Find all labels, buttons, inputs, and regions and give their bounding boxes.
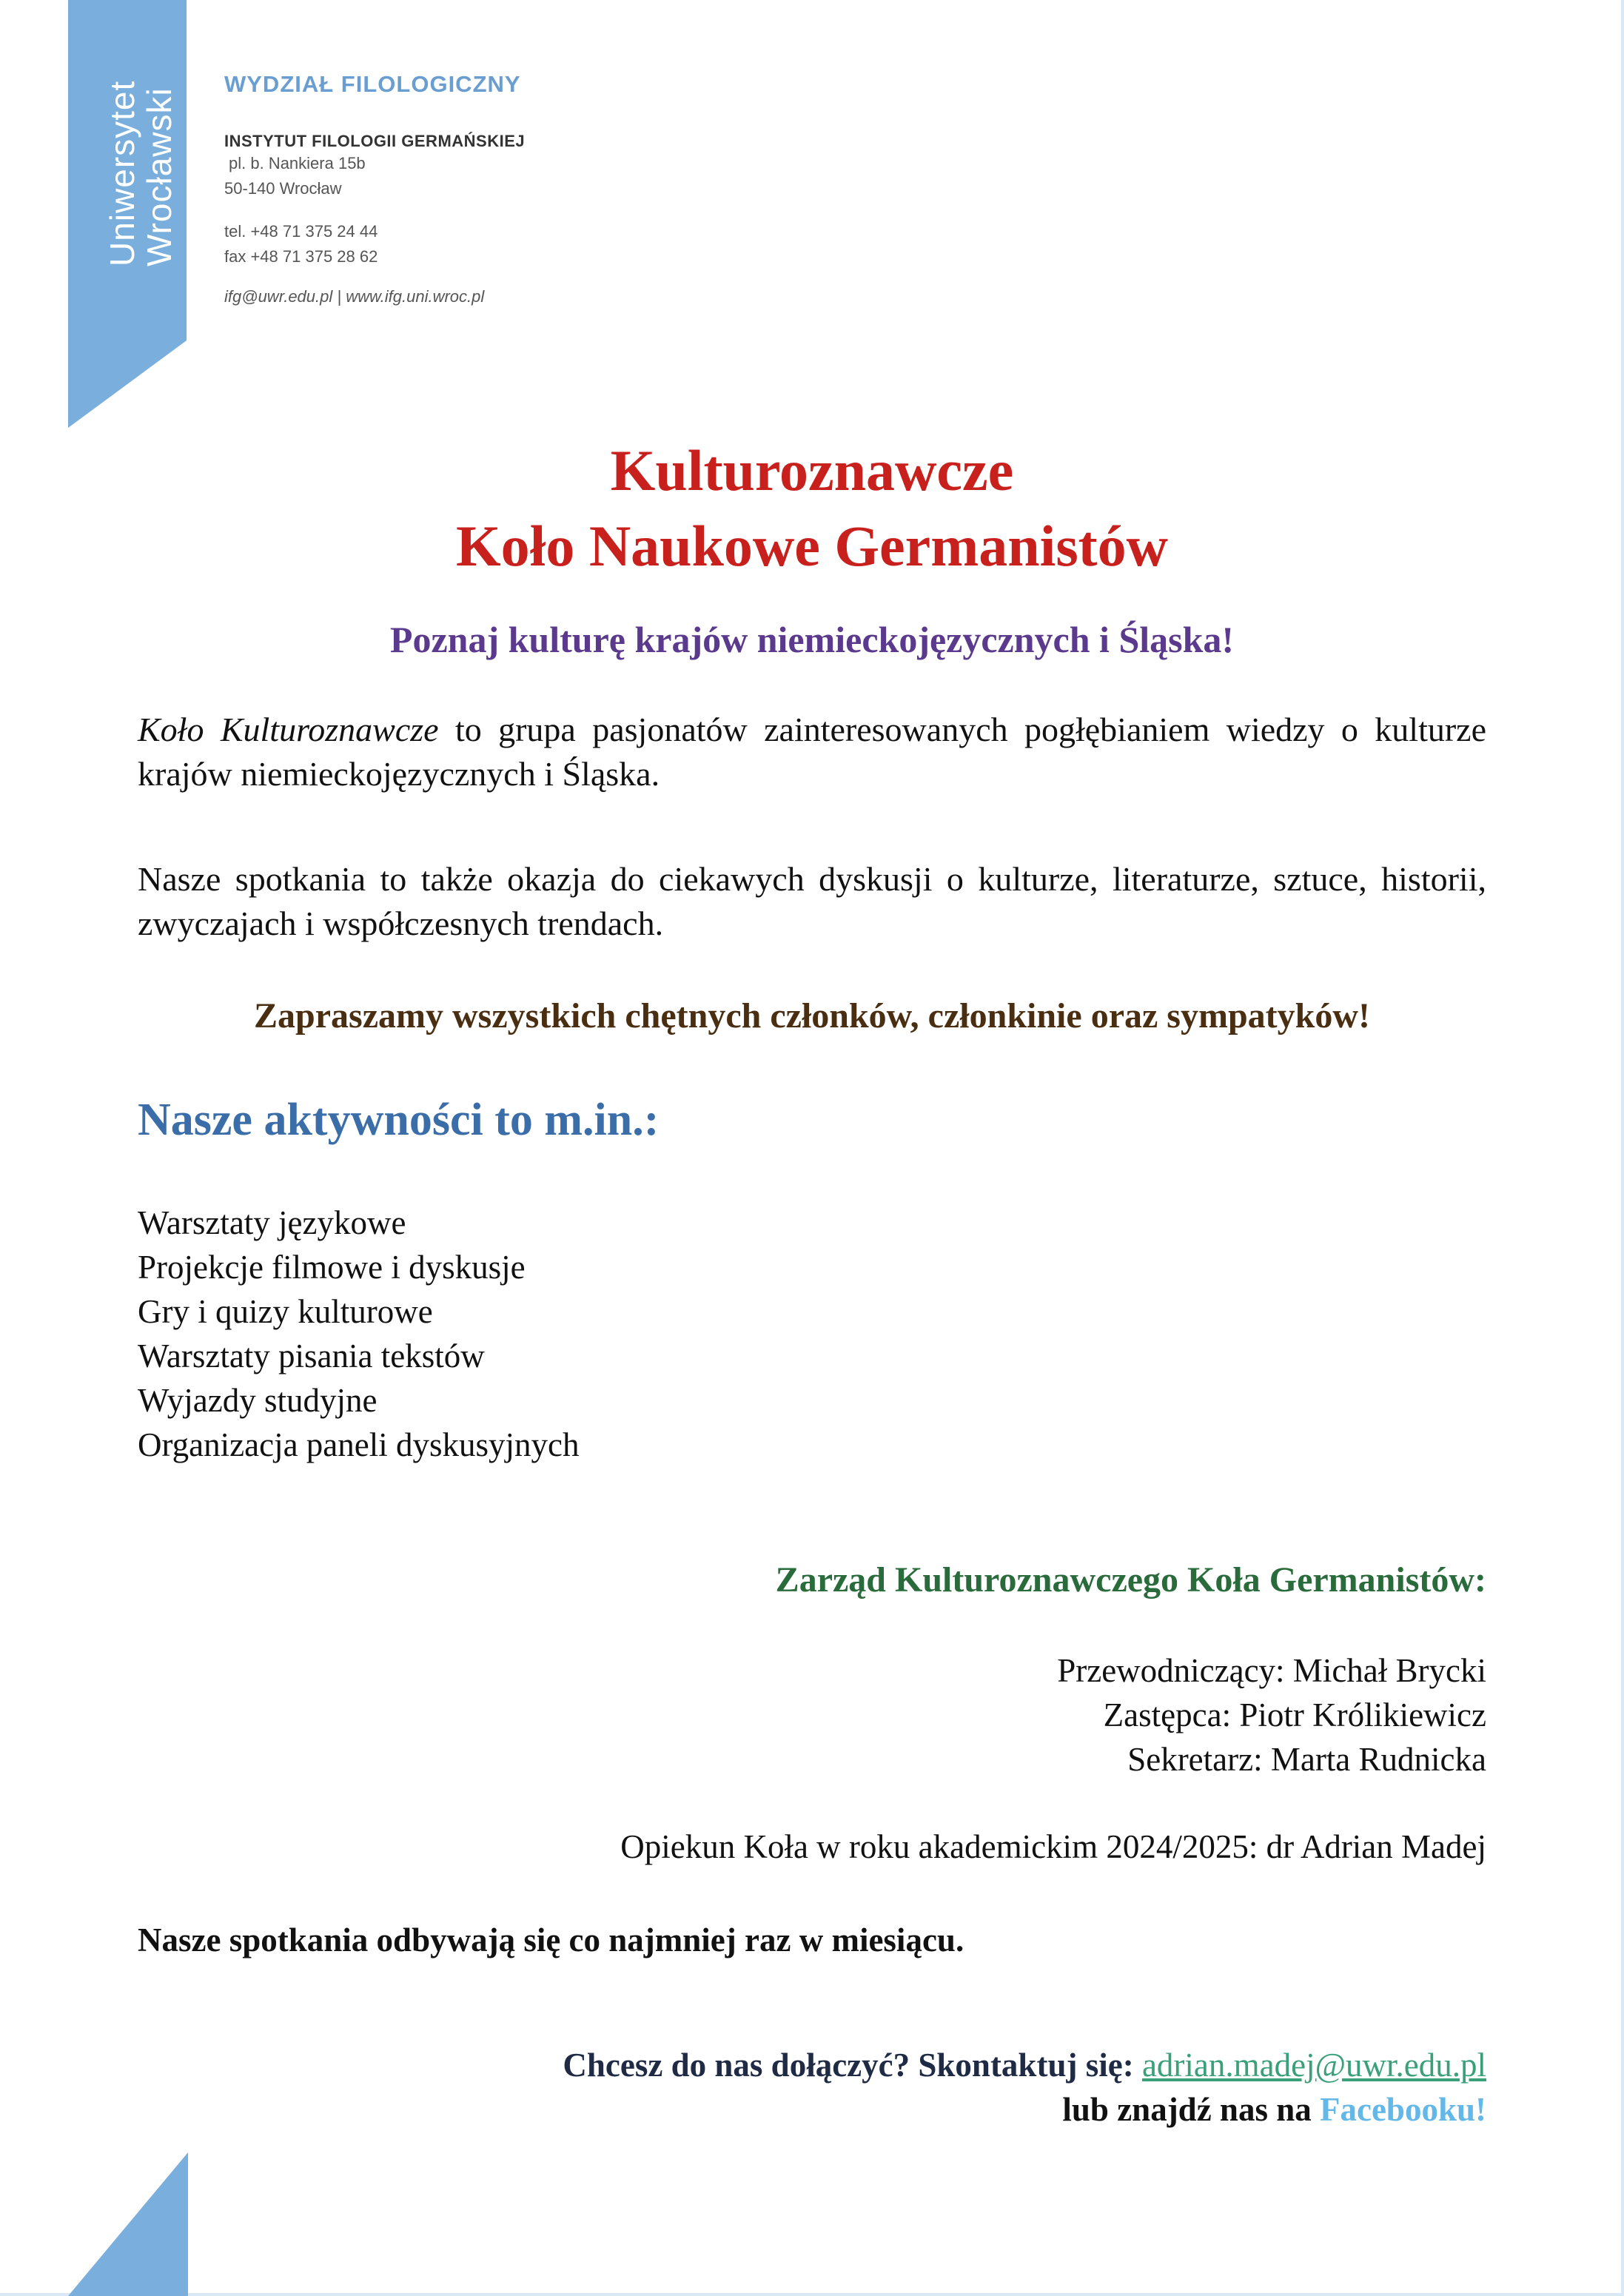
university-name bbox=[104, 0, 178, 266]
university-name-line2: Wrocławski bbox=[140, 87, 178, 266]
address-city: 50-140 Wrocław bbox=[224, 179, 342, 198]
contact-web: ifg@uwr.edu.pl | www.ifg.uni.wroc.pl bbox=[224, 287, 485, 306]
contact-line1 bbox=[563, 2043, 1486, 2087]
list-item: Gry i quizy kulturowe bbox=[138, 1293, 433, 1330]
list-item: Warsztaty językowe bbox=[138, 1204, 406, 1241]
fax-number: fax +48 71 375 28 62 bbox=[224, 247, 378, 266]
facebook-prefix: lub znajdź nas na bbox=[1062, 2091, 1320, 2128]
board-member: Sekretarz: Marta Rudnicka bbox=[1127, 1741, 1486, 1778]
title-line1: Kulturoznawcze bbox=[610, 438, 1014, 503]
intro-italic-lead: Koło Kulturoznawcze bbox=[138, 711, 439, 748]
invitation-text: Zapraszamy wszystkich chętnych członków, członkinie oraz sympatyków! bbox=[254, 996, 1370, 1035]
university-ribbon bbox=[68, 0, 187, 428]
list-item: Warsztaty pisania tekstów bbox=[138, 1337, 485, 1374]
page-subtitle: Poznaj kulturę krajów niemieckojęzycznych i Śląska! bbox=[389, 619, 1235, 660]
meetings-paragraph: Nasze spotkania to także okazja do ciekawych dyskusji o kulturze, literaturze, sztuce, historii, zwyczajach i współczesnych trendach. bbox=[138, 860, 1486, 942]
list-item: Organizacja paneli dyskusyjnych bbox=[138, 1426, 580, 1463]
contact-block bbox=[563, 2043, 1486, 2132]
page-edge-bottom bbox=[0, 2293, 1624, 2296]
faculty-name: WYDZIAŁ FILOLOGICZNY bbox=[224, 71, 521, 97]
university-seal-icon bbox=[89, 266, 163, 340]
intro-paragraph bbox=[138, 708, 1486, 796]
facebook-link[interactable]: Facebooku! bbox=[1320, 2091, 1486, 2128]
meeting-frequency: Nasze spotkania odbywają się co najmniej raz w miesiącu. bbox=[138, 1921, 964, 1958]
board-members-list bbox=[1057, 1648, 1486, 1782]
board-member: Przewodniczący: Michał Brycki bbox=[1057, 1652, 1486, 1689]
institute-name: INSTYTUT FILOLOGII GERMAŃSKIEJ bbox=[224, 132, 526, 150]
page-edge-right bbox=[1621, 0, 1624, 2296]
list-item: Wyjazdy studyjne bbox=[138, 1382, 378, 1419]
letterhead bbox=[224, 71, 525, 306]
page-title bbox=[0, 433, 1624, 584]
email-link[interactable]: adrian.madej@uwr.edu.pl bbox=[1141, 2047, 1486, 2084]
activities-list bbox=[138, 1201, 580, 1467]
list-item: Projekcje filmowe i dyskusje bbox=[138, 1249, 526, 1286]
phone-number: tel. +48 71 375 24 44 bbox=[224, 222, 378, 241]
tutor-line: Opiekun Koła w roku akademickim 2024/2025: dr Adrian Madej bbox=[620, 1828, 1486, 1865]
board-member: Zastępca: Piotr Królikiewicz bbox=[1103, 1696, 1486, 1733]
contact-prompt: Chcesz do nas dołączyć? Skontaktuj się: bbox=[563, 2047, 1142, 2084]
address-street: pl. b. Nankiera 15b bbox=[229, 154, 366, 172]
contact-line2 bbox=[563, 2087, 1486, 2132]
university-name-line1: Uniwersytet bbox=[103, 80, 141, 266]
activities-heading: Nasze aktywności to m.in.: bbox=[138, 1095, 660, 1145]
intro-text: to grupa pasjonatów zainteresowanych pogłębianiem wiedzy o kulturze krajów niemieckojęzycznych i Śląska. bbox=[138, 711, 1487, 793]
corner-decoration bbox=[68, 2152, 188, 2296]
title-line2: Koło Naukowe Germanistów bbox=[456, 514, 1168, 578]
board-heading: Zarząd Kulturoznawczego Koła Germanistów: bbox=[775, 1560, 1486, 1600]
